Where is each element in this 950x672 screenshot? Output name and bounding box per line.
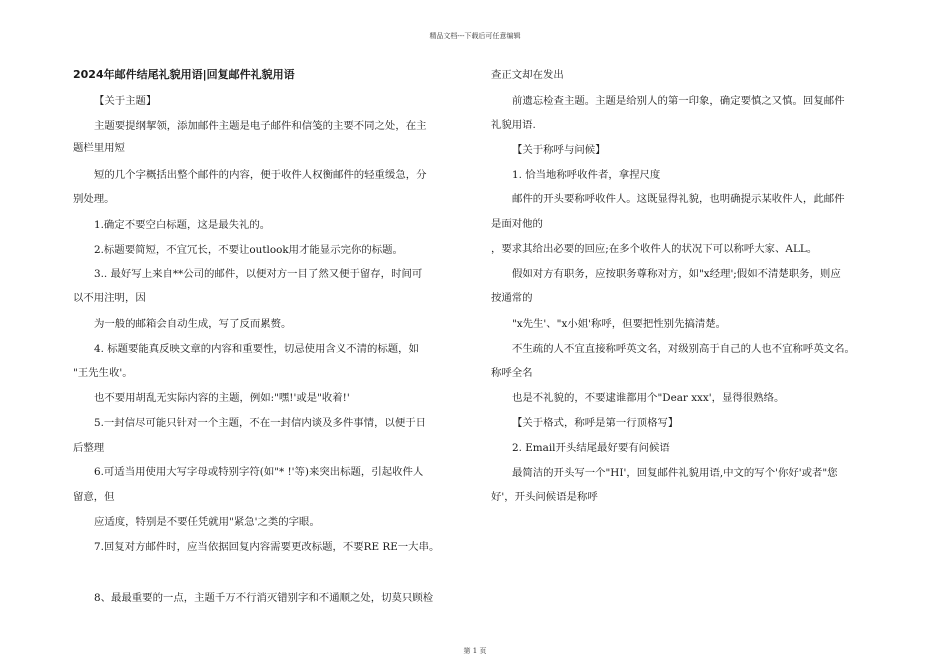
paragraph-line: ，要求其给出必要的回应;在多个收件人的状况下可以称呼大家、ALL。 xyxy=(491,243,818,255)
paragraph-line: 应适度，特别是不要任凭就用"紧急'之类的字眼。 xyxy=(94,516,320,528)
section-heading-subject: 【关于主题】 xyxy=(94,95,157,107)
paragraph-line: 前遗忘检查主题。主题是给别人的第一印象，确定要慎之又慎。回复邮件 xyxy=(512,95,845,107)
paragraph-line: 8、最最重要的一点，主题千万不行消灭错别字和不通顺之处，切莫只顾检 xyxy=(94,592,434,604)
paragraph-line: 4. 标题要能真反映文章的内容和重要性，切忌使用含义不清的标题，如 xyxy=(94,343,419,355)
paragraph-line: 别处理。 xyxy=(73,193,115,205)
paragraph-line: 最简洁的开头写一个"HI'，回复邮件礼貌用语,中文的写个'你好'或者"您 xyxy=(512,467,838,479)
paragraph-line: 2. Email开头结尾最好要有问候语 xyxy=(512,442,670,454)
paragraph-line: 留意，但 xyxy=(73,491,115,503)
paragraph-line: 邮件的开头要称呼收件人。这既显得礼貌，也明确提示某收件人，此邮件 xyxy=(512,193,845,205)
paragraph-line: 按通常的 xyxy=(491,292,533,304)
paragraph-line: 礼貌用语. xyxy=(491,119,536,131)
paragraph-line: 不生疏的人不宜直接称呼英文名，对级别高于自己的人也不宜称呼英文名。 xyxy=(512,343,855,355)
paragraph-line: 5.一封信尽可能只针对一个主题，不在一封信内谈及多件事情，以便于日 xyxy=(94,417,427,429)
paragraph-line: 6.可适当用使用大写字母或特别字符(如"* !'等)来突出标题，引起收件人 xyxy=(94,466,424,478)
paragraph-line: 7.回复对方邮件时，应当依据回复内容需要更改标题，不要RE RE一大串。 xyxy=(94,541,440,553)
paragraph-line: 短的几个字概括出整个邮件的内容，便于收件人权衡邮件的轻重缓急，分 xyxy=(94,169,427,181)
paragraph-line: 称呼全名 xyxy=(491,367,533,379)
paragraph-line: 假如对方有职务，应按职务尊称对方，如"x经理';假如不清楚职务，则应 xyxy=(512,268,841,280)
paragraph-line: "x先生'、"x小姐'称呼，但要把性别先搞清楚。 xyxy=(512,318,727,330)
section-heading-greeting: 【关于称呼与问候】 xyxy=(512,144,606,156)
paragraph-line: 查正文却在发出 xyxy=(491,69,564,81)
paragraph-line: 题栏里用短 xyxy=(73,142,125,154)
paragraph-line: 1.确定不要空白标题，这是最失礼的。 xyxy=(94,219,271,231)
paragraph-line: 好'，开头问候语是称呼 xyxy=(491,491,598,503)
section-heading-format: 【关于格式，称呼是第一行顶格写】 xyxy=(512,417,679,429)
paragraph-line: 主题要提纲挈领，添加邮件主题是电子邮件和信笺的主要不同之处，在主 xyxy=(94,120,427,132)
paragraph-line: "王先生收'。 xyxy=(73,367,133,379)
paragraph-line: 3.. 最好写上来自**公司的邮件，以便对方一目了然又便于留存，时间可 xyxy=(94,268,423,280)
page-number: 第 1 页 xyxy=(463,647,487,655)
paragraph-line: 后整理 xyxy=(73,442,105,454)
page-header: 精品文档---下载后可任意编辑 xyxy=(429,32,521,40)
paragraph-line: 为一般的邮箱会自动生成，写了反而累赘。 xyxy=(94,318,292,330)
paragraph-line: 是面对他的 xyxy=(491,218,543,230)
paragraph-line: 1. 恰当地称呼收件者，拿捏尺度 xyxy=(512,169,661,181)
paragraph-line: 也是不礼貌的，不要逮谁都用个"Dear xxx'，显得很熟络。 xyxy=(512,392,785,404)
paragraph-line: 2.标题要简短，不宜冗长，不要让outlook用才能显示完你的标题。 xyxy=(94,244,403,256)
document-title: 2024年邮件结尾礼貌用语|回复邮件礼貌用语 xyxy=(73,68,295,81)
paragraph-line: 以不用注明，因 xyxy=(73,292,146,304)
paragraph-line: 也不要用胡乱无实际内容的主题，例如:"嘿!'或是"收着!' xyxy=(94,392,350,404)
